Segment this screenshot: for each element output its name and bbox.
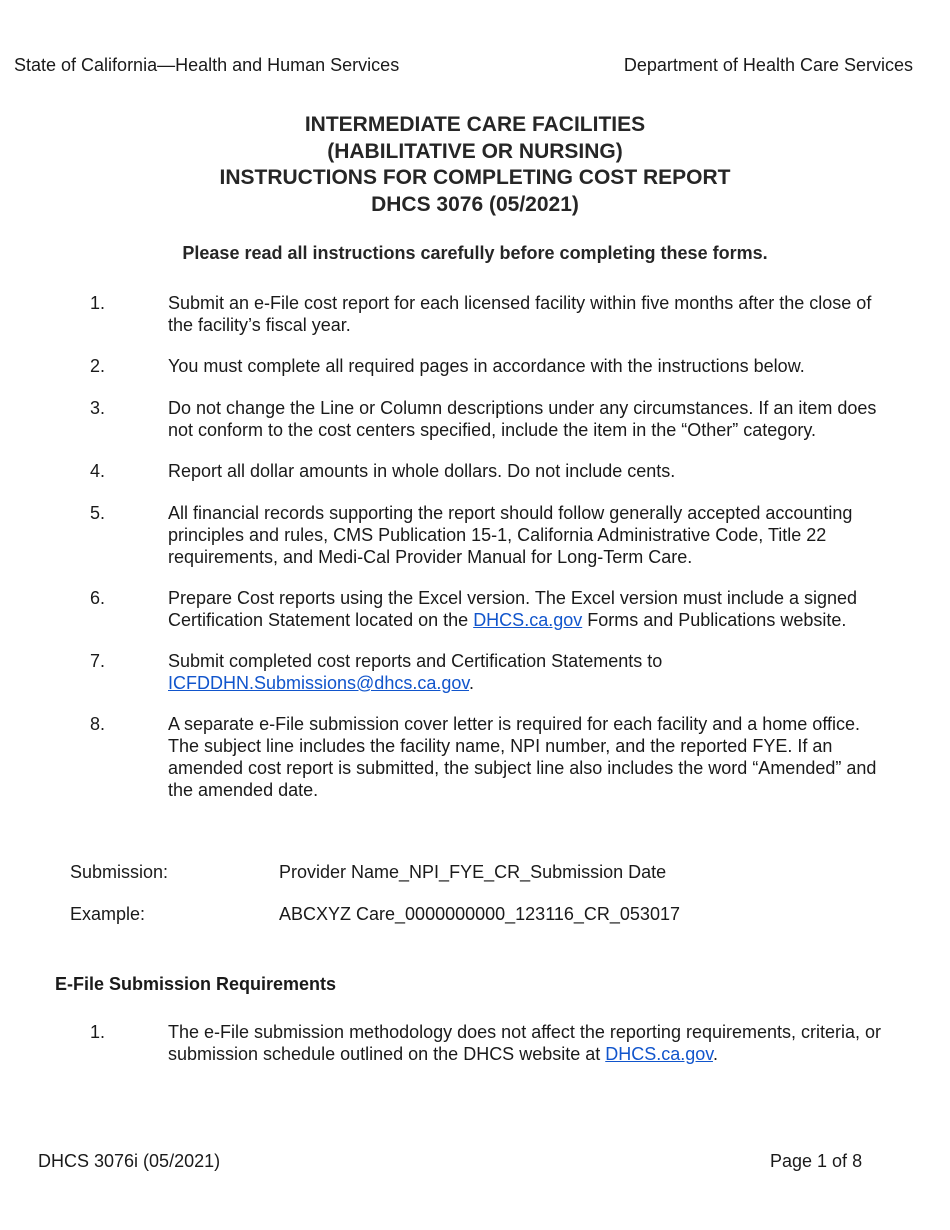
submission-email-link[interactable]: ICFDDHN.Submissions@dhcs.ca.gov	[168, 673, 470, 693]
example-label: Example:	[70, 904, 146, 924]
item-number: 2.	[90, 356, 106, 376]
item-text: A separate e-File submission cover letter is required for each facility and a home office. The subject line includes the facility name, NPI number, and the reported FYE. If an amended cost report is submitted, the subject line also includes the word “Amended” and the amended date.	[168, 714, 877, 800]
title-line-2: (HABILITATIVE OR NURSING)	[327, 139, 623, 163]
submission-format: Provider Name_NPI_FYE_CR_Submission Date	[279, 862, 667, 882]
item-text: Submit an e-File cost report for each licensed facility within five months after the close of the facility’s fiscal year.	[168, 293, 872, 335]
item-text-before: Prepare Cost reports using the Excel version. The Excel version must include a signed Certification Statement located on the	[168, 588, 858, 630]
submission-label: Submission:	[70, 862, 169, 882]
item-number: 6.	[90, 588, 106, 608]
item-text: Report all dollar amounts in whole dollars. Do not include cents.	[168, 461, 676, 481]
section-title: E-File Submission Requirements	[55, 974, 337, 994]
item-number: 4.	[90, 461, 106, 481]
item-text	[168, 1021, 890, 1065]
item-text-before: Submit completed cost reports and Certification Statements to	[168, 651, 663, 671]
item-text-after: .	[712, 1044, 718, 1064]
title-line-1: INTERMEDIATE CARE FACILITIES	[304, 113, 646, 136]
item-number: 5.	[90, 503, 106, 523]
dhcs-website-link[interactable]: DHCS.ca.gov	[473, 610, 583, 630]
header-department: Department of Health Care Services	[623, 55, 913, 75]
title-line-4: DHCS 3076 (05/2021)	[371, 192, 579, 216]
item-text: You must complete all required pages in accordance with the instructions below.	[168, 356, 805, 376]
item-text	[168, 587, 890, 631]
document-title	[0, 112, 950, 218]
item-text: Do not change the Line or Column descriptions under any circumstances. If an item does not conform to the cost centers specified, include the item in the “Other” category.	[168, 398, 877, 440]
example-value: ABCXYZ Care_0000000000_123116_CR_053017	[279, 904, 680, 924]
item-number: 8.	[90, 714, 106, 734]
item-number: 3.	[90, 398, 106, 418]
dhcs-website-link[interactable]: DHCS.ca.gov	[605, 1044, 713, 1064]
item-number: 1.	[90, 1022, 106, 1042]
item-number: 7.	[90, 651, 106, 671]
item-text	[168, 650, 890, 694]
footer-form-id: DHCS 3076i (05/2021)	[38, 1151, 221, 1171]
item-number: 1.	[90, 293, 106, 313]
item-text: All financial records supporting the report should follow generally accepted accounting principles and rules, CMS Publication 15-1, California Administrative Code, Title 22 requirements, and Medi-Cal Provider Manual for Long-Term Care.	[168, 503, 853, 567]
footer-page-number: Page 1 of 8	[770, 1151, 863, 1171]
item-text-after: .	[469, 673, 475, 693]
header-agency: State of California—Health and Human Services	[14, 55, 400, 75]
instructions-notice: Please read all instructions carefully before completing these forms.	[182, 243, 768, 263]
item-text-before: The e-File submission methodology does not affect the reporting requirements, criteria, or submission schedule outlined on the DHCS website at	[168, 1022, 882, 1064]
title-line-3: INSTRUCTIONS FOR COMPLETING COST REPORT	[219, 166, 731, 189]
item-text-after: Forms and Publications website.	[582, 610, 847, 630]
